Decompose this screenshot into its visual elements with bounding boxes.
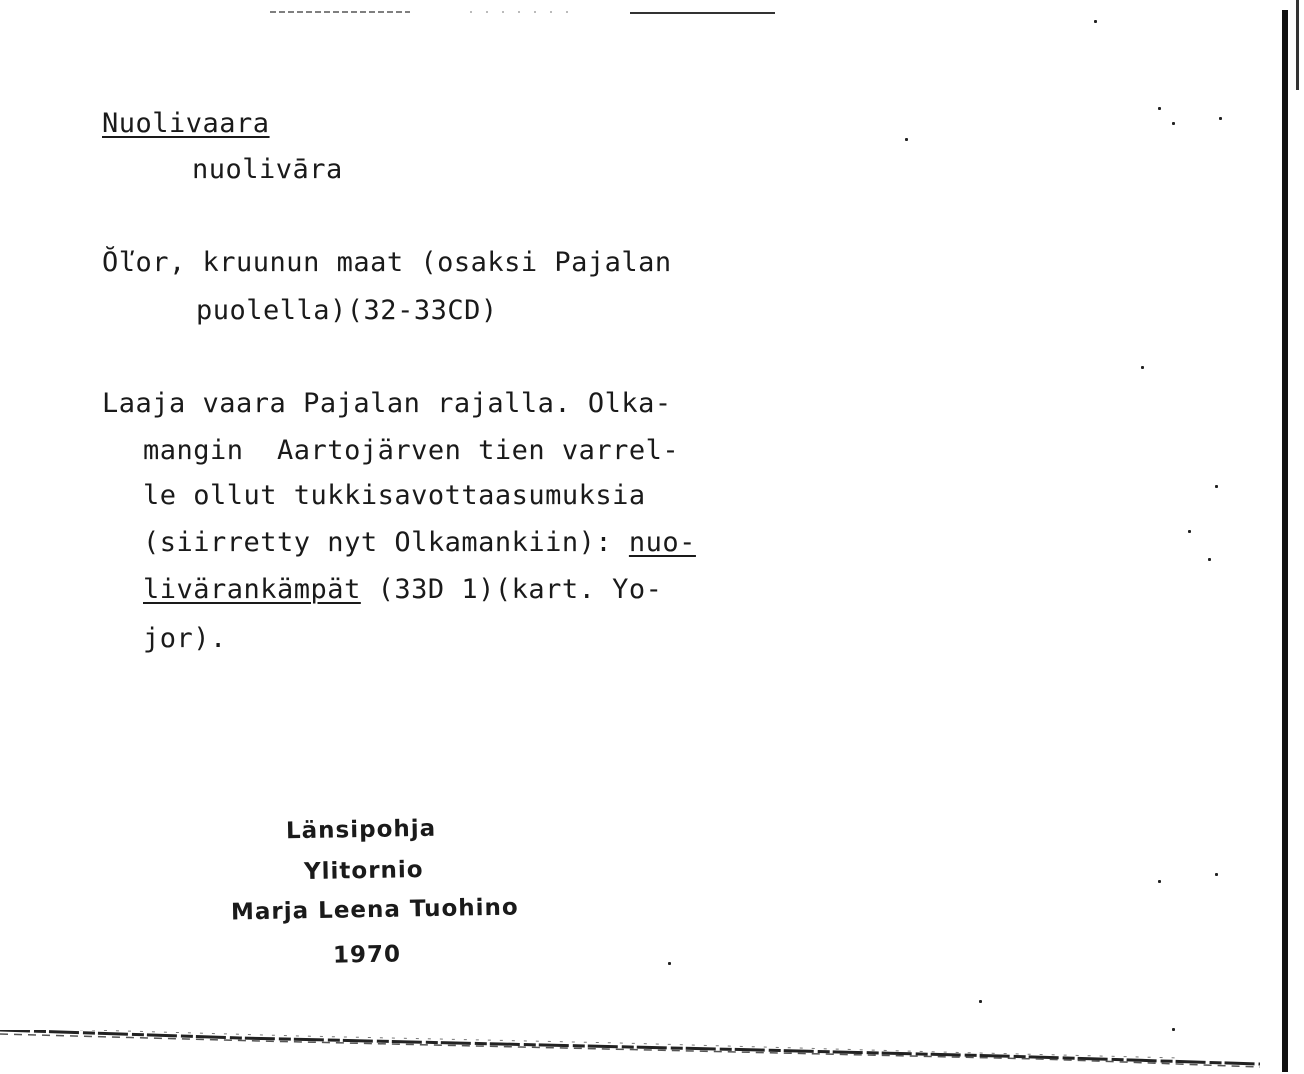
- description-line-1: Laaja vaara Pajalan rajalla. Olka-: [102, 388, 672, 419]
- place-name-heading: Nuolivaara: [102, 108, 270, 139]
- speck: [668, 962, 671, 965]
- description-line-5: [143, 576, 662, 603]
- stamp-parish: Ylitornio: [303, 856, 424, 886]
- description-line-5-text: (33D 1)(kart. Yo-: [360, 574, 663, 605]
- speck: [979, 1000, 982, 1003]
- speck: [1215, 485, 1218, 488]
- pronunciation: nuolivāra: [192, 154, 343, 185]
- stamp-collector: Marja Leena Tuohino: [230, 894, 519, 926]
- speck: [905, 138, 908, 141]
- speck: [1219, 117, 1222, 120]
- top-edge-marks: [270, 0, 775, 6]
- description-line-4-text: (siirretty nyt Olkamankiin):: [143, 527, 629, 558]
- stamp-year: 1970: [332, 941, 402, 969]
- speck: [1172, 1028, 1175, 1031]
- speck: [1172, 122, 1175, 125]
- name-form-part-1: nuo-: [628, 527, 696, 558]
- card-right-edge: [1282, 10, 1288, 1072]
- description-line-4: [143, 529, 696, 556]
- card-bottom-edge: [0, 1030, 1260, 1070]
- description-line-3: le ollut tukkisavottaasumuksia: [143, 480, 646, 511]
- description-line-6: jor).: [143, 623, 227, 654]
- description-line-2: mangin Aartojärven tien varrel-: [143, 435, 680, 466]
- speck: [1158, 107, 1161, 110]
- location-line-1: Ŏľor, kruunun maat (osaksi Pajalan: [102, 247, 672, 278]
- location-line-2: puolella)(32-33CD): [196, 295, 498, 326]
- name-form-part-2: livärankämpät: [143, 574, 361, 605]
- speck: [1158, 880, 1161, 883]
- stamp-region: Länsipohja: [285, 815, 437, 845]
- speck: [1215, 873, 1218, 876]
- speck: [1141, 366, 1144, 369]
- speck: [1188, 530, 1191, 533]
- speck: [1208, 558, 1211, 561]
- card-right-edge-shadow: [1296, 0, 1299, 90]
- speck: [1094, 20, 1097, 23]
